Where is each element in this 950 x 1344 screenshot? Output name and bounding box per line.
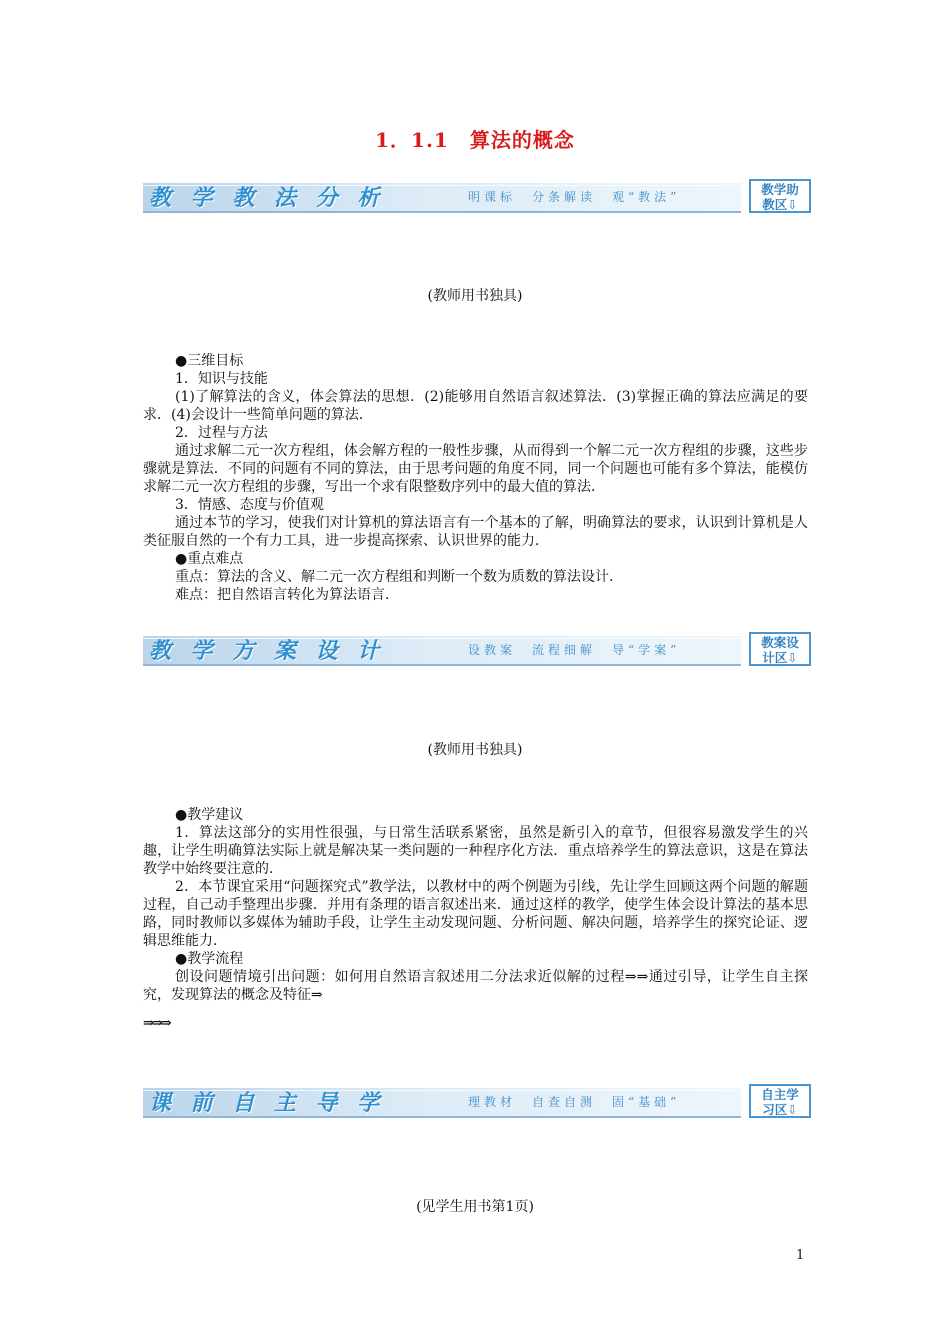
section-banner-self-study [143,1084,813,1120]
banner-subtitle: 理教材 自查自测 固“基础” [468,1095,681,1109]
banner-box-line1: 自主学 [761,1087,799,1102]
banner-zone-box [749,632,811,666]
banner-subtitle: 明课标 分条解读 观“教法” [468,190,681,204]
banner-zone-box [749,179,811,213]
banner-box-line2: 习区⇩ [762,1102,798,1117]
section-banner-teaching-analysis [143,179,813,215]
heading-process-methods: 2．过程与方法 [175,425,268,441]
paragraph-process-methods: 通过求解二元一次方程组，体会解方程的一般性步骤，从而得到一个解二元一次方程组的步骤，这些步骤就是算法．不同的问题有不同的算法，由于思考问题的角度不同，同一个问题也可能有多个算法，能模仿求解二元一次方程组的步骤，写出一个求有限整数序列中的最大值的算法． [143,443,808,495]
paragraph-attitudes-values: 通过本节的学习，使我们对计算机的算法语言有一个基本的了解，明确算法的要求，认识到计算机是人类征服自然的一个有力工具，进一步提高探索、认识世界的能力． [143,515,808,549]
heading-teaching-suggestions: ●教学建议 [175,807,244,823]
banner-subtitle: 设教案 流程细解 导“学案” [468,643,681,657]
teacher-book-note: (教师用书独具) [427,742,523,758]
banner-box-line1: 教学助 [761,182,799,197]
objectives-section [143,352,808,604]
banner-title: 课 前 自 主 导 学 [149,1090,386,1116]
page-number: 1 [796,1248,805,1263]
paragraph-suggestion-2: 2．本节课宜采用“问题探究式”教学法，以教材中的两个例题为引线，先让学生回顾这两个问题的解题过程，自己动手整理出步骤．并用有条理的语言叙述出来．通过这样的教学，使学生体会设计算法的基本思路，同时教师以多媒体为辅助手段，让学生主动发现问题、分析问题、解决问题，培养学生的探究论证、逻辑思维能力． [143,879,808,949]
heading-three-goals: ●三维目标 [175,353,244,369]
banner-title: 教 学 教 法 分 析 [149,185,386,211]
banner-box-line2: 计区⇩ [762,650,798,665]
section-banner-teaching-design [143,632,813,668]
paragraph-difficult-point: 难点：把自然语言转化为算法语言． [175,587,399,603]
paragraph-knowledge-skills: (1)了解算法的含义，体会算法的思想．(2)能够用自然语言叙述算法．(3)掌握正确的算法应满足的要求．(4)会设计一些简单问题的算法． [143,389,808,423]
heading-knowledge-skills: 1．知识与技能 [175,371,268,387]
paragraph-suggestion-1: 1．算法这部分的实用性很强，与日常生活联系紧密，虽然是新引入的章节，但很容易激发学生的兴趣，让学生明确算法实际上就是解决某一类问题的一种程序化方法．重点培养学生的算法意识，这是在算法教学中始终要注意的． [143,825,808,877]
teacher-book-note: (教师用书独具) [427,288,523,304]
heading-key-difficult-points: ●重点难点 [175,551,244,567]
banner-title: 教 学 方 案 设 计 [149,638,386,664]
heading-teaching-flow: ●教学流程 [175,951,244,967]
teaching-suggestions-section [143,806,808,1004]
banner-zone-box [749,1084,811,1118]
paragraph-key-point: 重点：算法的含义、解二元一次方程组和判断一个数为质数的算法设计． [175,569,623,585]
paragraph-teaching-flow: 创设问题情境引出问题：如何用自然语言叙述用二分法求近似解的过程⇒⇒通过引导，让学生自主探究，发现算法的概念及特征⇒ [143,969,808,1003]
student-book-note: (见学生用书第1页) [416,1199,534,1215]
banner-box-line2: 教区⇩ [762,197,798,212]
heading-attitudes-values: 3．情感、态度与价值观 [175,497,324,513]
flow-arrows: ⇒⇒⇒ [143,1016,170,1031]
banner-box-line1: 教案设 [761,635,799,650]
page-title: 1．1.1 算法的概念 [375,128,575,152]
